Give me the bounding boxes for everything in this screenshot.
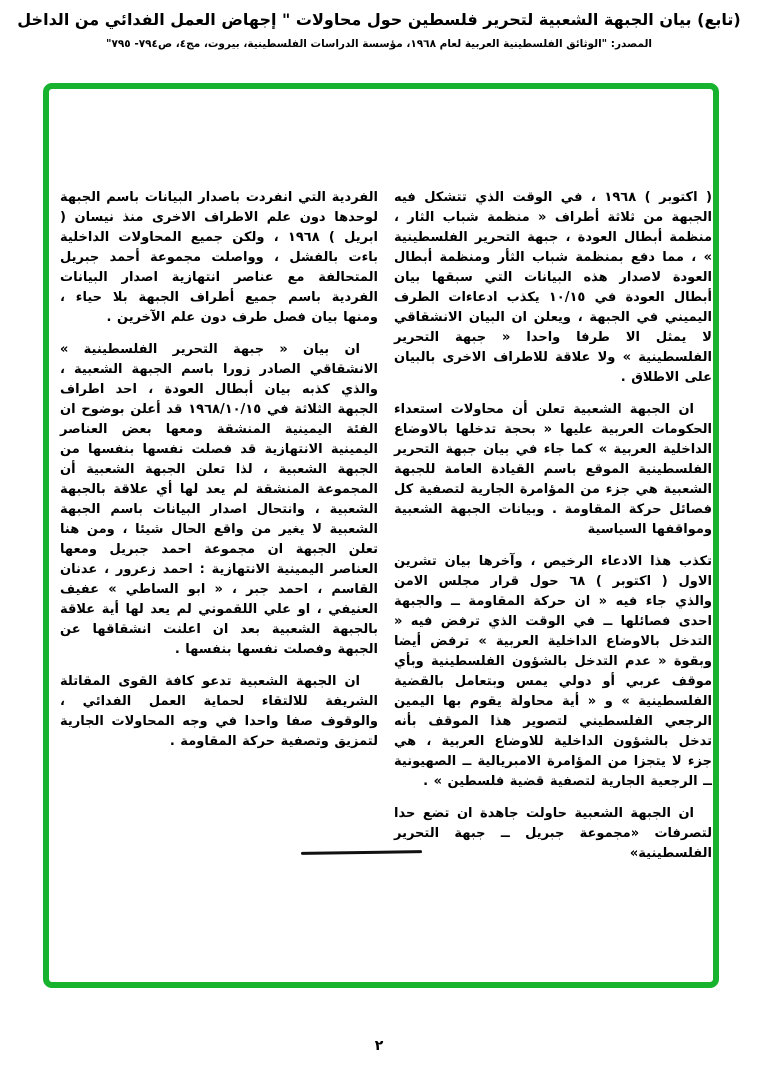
- left-column: [60, 188, 378, 876]
- document-title: (تابع) بيان الجبهة الشعبية لتحرير فلسطين حول محاولات " إجهاض العمل الفدائي من الداخل: [17, 10, 741, 29]
- page-header: [0, 8, 758, 52]
- paragraph: ان الجبهة الشعبية حاولت جاهدة ان تضع حدا لتصرفات «مجموعة جبريل ــ جبهة التحرير الفلسطينية»: [394, 806, 712, 861]
- right-column: [394, 188, 712, 876]
- paragraph: ان الجبهة الشعبية تعلن أن محاولات استعداء الحكومات العربية عليها « بحجة تدخلها بالاوضاع الداخلية العربية » كما جاء في بيان جبهة التحرير الفلسطينية الموقع باسم القيادة العامة للجبهة الشعبية هي جزء من المؤامرة الجارية لتصفية كل فصائل حركة المقاومة . وبيانات الجبهة الشعبية ومواقفها السياسية: [394, 402, 712, 537]
- body-text-columns: [60, 188, 712, 876]
- paragraph: ان الجبهة الشعبية تدعو كافة القوى المقاتلة الشريفة للالتقاء لحماية العمل الفدائي ، والوقوف صفا واحدا في وجه المحاولات الجارية لتمزيق وتصفية حركة المقاومة .: [60, 674, 378, 749]
- paragraph: ان بيان « جبهة التحرير الفلسطينية » الانشقاقي الصادر زورا باسم الجبهة الشعبية ، والذي كذبه بيان أبطال العودة ، احد اطراف الجبهة الثلاثة في ١٩٦٨/١٠/١٥ قد أعلن بوضوح ان الفئة اليمينية المنشقة ومعها بعض العناصر اليمينية الانتهازية قد فصلت نفسها بنفسها من الجبهة الشعبية ، لذا تعلن الجبهة الشعبية أن المجموعة المنشقة لم يعد لها أي علاقة بالجبهة الشعبية ، وانتحال اصدار البيانات باسم الجبهة الشعبية لا يغير من واقع الحال شيئا ، ومن هنا تعلن الجبهة ان مجموعة احمد جبريل ومعها العناصر اليمينية الانتهازية : احمد زعرور ، عدنان القاسم ، احمد جبر ، « ابو الساطي » عفيف العنيفي ، او علي اللقموني لم يعد لها أية علاقة بالجبهة الشعبية بعد ان اعلنت انشقاقها عن الجبهة وفصلت نفسها بنفسها .: [60, 342, 378, 657]
- page-number: ٢: [374, 1038, 384, 1054]
- paragraph: تكذب هذا الادعاء الرخيص ، وآخرها بيان تشرين الاول ( اكتوبر ) ٦٨ حول قرار مجلس الامن والذي جاء فيه « ان حركة المقاومة ــ والجبهة احدى فصائلها ــ في الوقت الذي ترفض فيه « التدخل بالاوضاع الداخلية العربية » ترفض أيضا وبقوة « عدم التدخل بالشؤون الفلسطينية وبأي موقف عربي أو دولي يمس وبتعامل بالقضية الفلسطينية » و « أية محاولة يقوم بها اليمين الرجعي الفلسطيني لتصوير هذا الموقف بأنه تدخل بالشؤون الداخلية للاوضاع العربية ، هي جزء لا يتجزا من المؤامرة الامبريالية ــ الصهيونية ــ الرجعية الجارية لتصفية قضية فلسطين » .: [394, 554, 712, 789]
- source-citation: المصدر: "الوثائق الفلسطينية العربية لعام ١٩٦٨، مؤسسة الدراسات الفلسطينية، بيروت، مج٤، ص٧٩٤- ٧٩٥": [105, 38, 653, 50]
- paragraph: الفردية التي انفردت باصدار البيانات باسم الجبهة لوحدها دون علم الاطراف الاخرى منذ نيسان ( ابريل ) ١٩٦٨ ، ولكن جميع المحاولات الداخلية باءت بالفشل ، وواصلت مجموعة أحمد جبريل المتحالفة مع عناصر انتهازية اصدار البيانات الفردية باسم جميع أطراف الجبهة بلا حياء ، ومنها بيان فصل طرف دون علم الآخرين .: [60, 190, 378, 325]
- paragraph: ( اكتوبر ) ١٩٦٨ ، في الوقت الذي تتشكل فيه الجبهة من ثلاثة أطراف « منظمة شباب الثار ، منظمة أبطال العودة ، جبهة التحرير الفلسطينية » ، مما دفع بمنظمة شباب الثأر ومنظمة أبطال العودة لاصدار هذه البيانات التي سبقها بيان أبطال العودة في ١٠/١٥ يكذب ادعاءات الطرف اليميني في الجبهة ، ويعلن ان البيان الانشقاقي لا يمثل الا طرفا واحدا « جبهة التحرير الفلسطينية » ولا علاقة للاطراف الاخرى بالبيان على الاطلاق .: [394, 190, 712, 385]
